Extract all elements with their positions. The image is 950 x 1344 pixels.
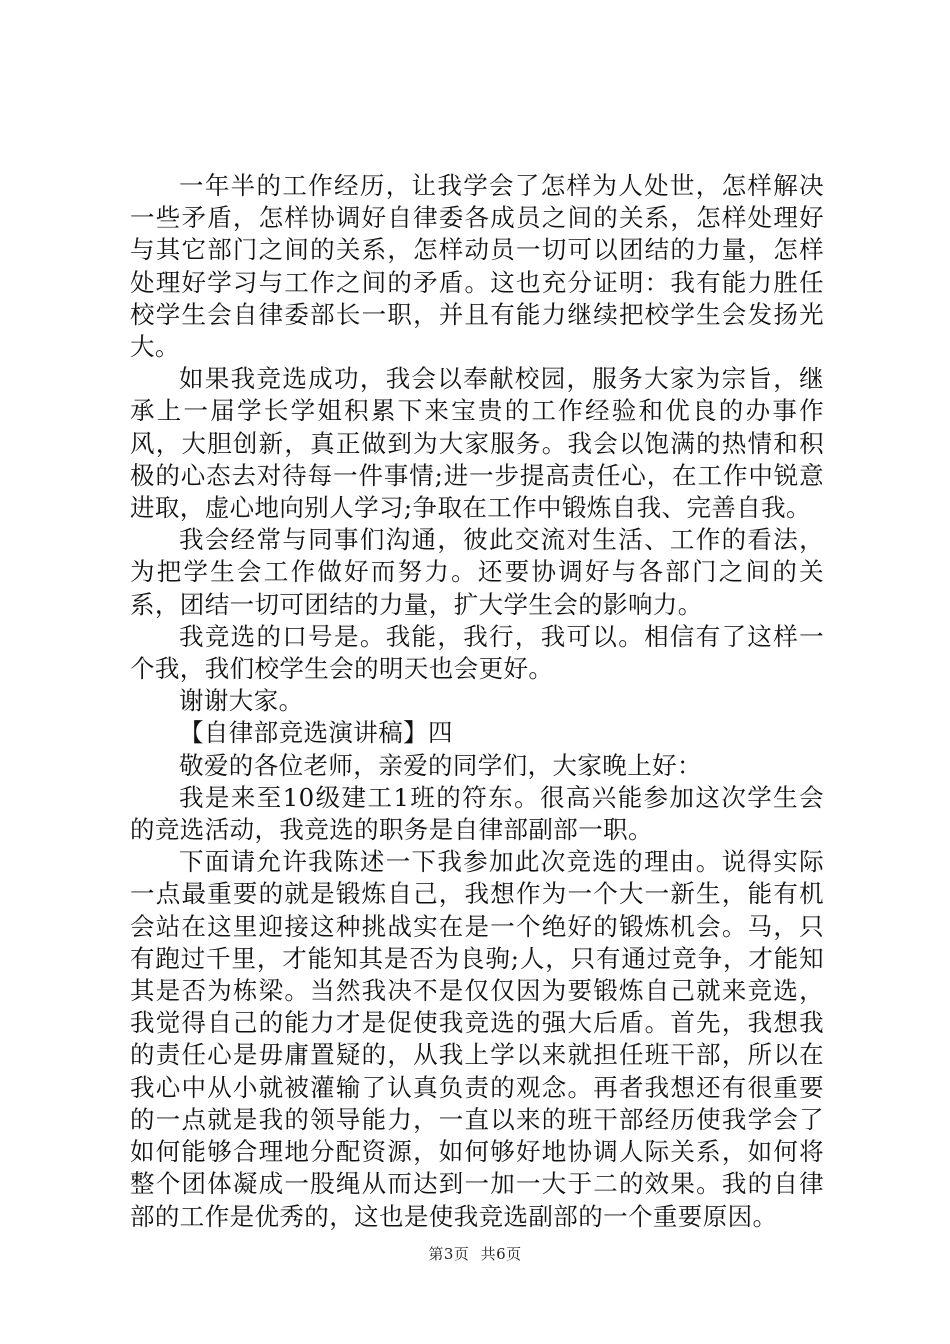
page-total: 共6页: [480, 1245, 522, 1263]
paragraph-introduction: 我是来至10级建工1班的符东。很高兴能参加这次学生会的竞选活动，我竞选的职务是自律部副部一职。: [130, 782, 824, 845]
paragraph-reasons: 下面请允许我陈述一下我参加此次竞选的理由。说得实际一点最重要的就是锻炼自己，我想作为一个大一新生，能有机会站在这里迎接这种挑战实在是一个绝好的锻炼机会。马，只有跑过千里，才能知其是否为良驹;人，只有通过竞争，才能知其是否为栋梁。当然我决不是仅仅因为要锻炼自己就来竞选，我觉得自己的能力才是促使我竞选的强大后盾。首先，我想我的责任心是毋庸置疑的，从我上学以来就担任班干部，所以在我心中从小就被灌输了认真负责的观念。再者我想还有很重要的一点就是我的领导能力，一直以来的班干部经历使我学会了如何能够合理地分配资源，如何够好地协调人际关系，如何将整个团体凝成一股绳从而达到一加一大于二的效果。我的自律部的工作是优秀的，这也是使我竞选副部的一个重要原因。: [130, 847, 824, 1231]
paragraph-greeting: 敬爱的各位老师，亲爱的同学们，大家晚上好：: [179, 750, 702, 780]
document-body: [130, 170, 824, 1233]
section-heading: 【自律部竞选演讲稿】四: [179, 718, 453, 748]
paragraph-slogan: 我竞选的口号是。我能，我行，我可以。相信有了这样一个我，我们校学生会的明天也会更好。: [130, 621, 824, 684]
paragraph-if-elected: 如果我竞选成功，我会以奉献校园，服务大家为宗旨，继承上一届学长学姐积累下来宝贵的工作经验和优良的办事作风，大胆创新，真正做到为大家服务。我会以饱满的热情和积极的心态去对待每一件事情;进一步提高责任心，在工作中锐意进取，虚心地向别人学习;争取在工作中锻炼自我、完善自我。: [130, 364, 824, 523]
paragraph-thanks: 谢谢大家。: [179, 686, 304, 716]
page-number: 第3页: [428, 1245, 470, 1263]
paragraph-experience: 一年半的工作经历，让我学会了怎样为人处世，怎样解决一些矛盾，怎样协调好自律委各成员之间的关系，怎样处理好与其它部门之间的关系，怎样动员一切可以团结的力量，怎样处理好学习与工作之间的矛盾。这也充分证明：我有能力胜任校学生会自律委部长一职，并且有能力继续把校学生会发扬光大。: [130, 171, 824, 362]
paragraph-communication: 我会经常与同事们沟通，彼此交流对生活、工作的看法，为把学生会工作做好而努力。还要协调好与各部门之间的关系，团结一切可团结的力量，扩大学生会的影响力。: [130, 525, 824, 619]
page-footer: [0, 1244, 950, 1264]
